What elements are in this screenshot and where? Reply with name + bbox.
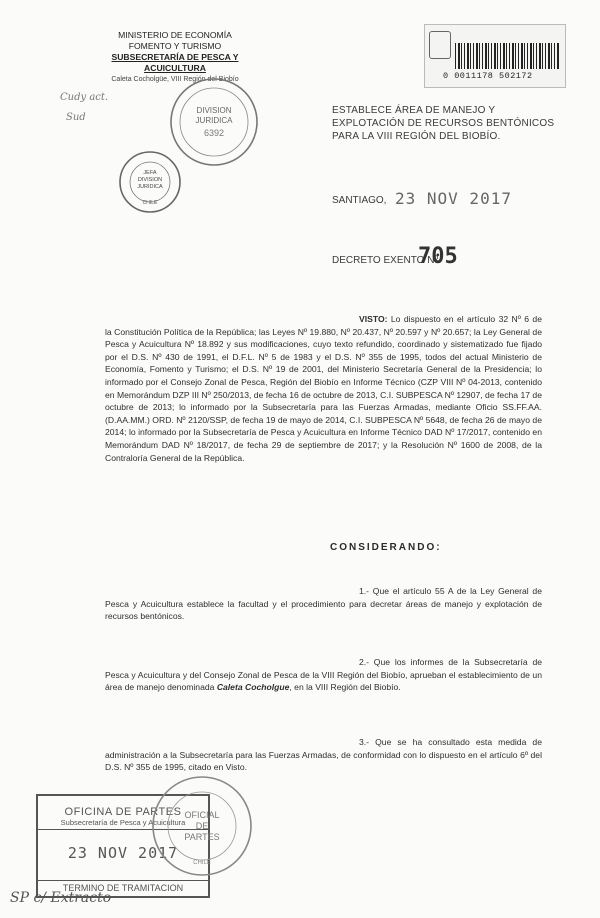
oficial-partes-label: OFICIAL DE PARTES bbox=[184, 810, 220, 842]
oficial-chile-label: CHILE bbox=[193, 860, 211, 866]
considerando-3 bbox=[105, 736, 542, 774]
ministry-line2: FOMENTO Y TURISMO bbox=[128, 41, 222, 51]
seal-chile-label: CHILE bbox=[142, 200, 158, 206]
barcode-box bbox=[424, 24, 566, 88]
document-title: ESTABLECE ÁREA DE MANEJO Y EXPLOTACIÓN DE RECURSOS BENTÓNICOS PARA LA VIII REGIÓN DEL BIOBÍO. bbox=[332, 105, 555, 142]
considerando-2-text-b: , en la VIII Región del Biobío. bbox=[289, 682, 401, 693]
handwritten-note-2: Sud bbox=[66, 112, 86, 123]
subsecretaria-name: SUBSECRETARÍA DE PESCA Y ACUICULTURA bbox=[111, 52, 239, 73]
chile-seal-icon bbox=[429, 31, 451, 59]
barcode-number: 0 0011178 502172 bbox=[443, 71, 533, 81]
oficial-partes-seal bbox=[150, 774, 254, 878]
caleta-name: Caleta Cocholgue bbox=[216, 682, 290, 693]
oficina-title: OFICINA DE PARTES bbox=[64, 806, 182, 818]
barcode-bars bbox=[455, 43, 559, 69]
visto-label: VISTO: bbox=[359, 314, 388, 324]
decreto-label: DECRETO EXENTO Nº bbox=[332, 255, 439, 266]
considerando-2-text-a: 2.- Que los informes de la Subsecretaría de Pesca y Acuicultura y del Consejo Zonal de Pesca de la VIII Región del Biobío, aprueban el establecimiento de un área de manejo denominada bbox=[105, 657, 542, 693]
header-location: Caleta Cocholgüe, VIII Región del Biobío bbox=[111, 76, 239, 83]
division-juridica-label: DIVISION JURIDICA bbox=[195, 106, 233, 125]
jefa-division-seal bbox=[118, 150, 182, 214]
visto-text: Lo dispuesto en el artículo 32 Nº 6 de la Constitución Política de la República; las Leyes Nº 19.880, Nº 20.437, Nº 20.597 y Nº 20.657; la Ley General de Pesca y Acuicultura Nº 18.892 y sus modificaciones, cuyo texto refundido, coordinado y sistematizado fue fijado por el D.S. Nº 430 de 1991, el D.F.L. Nº 5 de 1983 y el D.S. Nº 355 de 1995, todos del actual Ministerio de Economía, Fomento y Turismo; el D.S. Nº 19 de 2001, del Ministerio Secretaría General de la Presidencia; lo informado por el Consejo Zonal de Pesca, Región del Biobío en Informe Técnico (CZP VIII Nº 04-2013, contenido en Memorándum DZP III Nº 250/2013, de fecha 16 de octubre de 2013, C.I. SUBPESCA Nº 12907, de fecha 17 de octubre de 2013; lo informado por la Subsecretaría para las Fuerzas Armadas, mediante Oficio SS.FF.AA. (D.AA.MM.) ORD. Nº 2120/SSP, de fecha 19 de mayo de 2014, C.I. SUBPESCA Nº 5648, de fecha 26 de mayo de 2014; lo informado por la Subsecretaría de Pesca y Acuicultura en Informe Técnico DAD Nº 17/2017, contenido en Memorándum DAD Nº 18/2017, de fecha 29 de septiembre de 2017; y la Resolución Nº 1600 de 2008, de la Contraloría General de la República. bbox=[105, 314, 542, 463]
considerando-3-text: 3.- Que se ha consultado esta medida de administración a la Subsecretaría para las Fuerzas Armadas, de conformidad con lo dispuesto en el artículo 6º del D.S. Nº 355 de 1995, citado en Visto. bbox=[105, 737, 542, 773]
ministry-name: MINISTERIO DE ECONOMÍA bbox=[118, 30, 232, 40]
considerando-1-text: 1.- Que el artículo 55 A de la Ley General de Pesca y Acuicultura establece la facultad y el procedimiento para decretar áreas de manejo y explotación de recursos bentónicos. bbox=[105, 586, 542, 622]
handwritten-note: Cudy act. bbox=[60, 92, 109, 103]
considerando-1 bbox=[105, 585, 542, 623]
considerando-heading: CONSIDERANDO: bbox=[330, 542, 442, 553]
city-label: SANTIAGO, bbox=[332, 195, 387, 206]
oficina-footer: TERMINO DE TRAMITACION bbox=[38, 880, 208, 893]
oficina-date: 23 NOV 2017 bbox=[67, 844, 179, 862]
handwritten-bottom-note: SP c/ Extracto bbox=[10, 890, 112, 906]
oficina-subtitle: Subsecretaría de Pesca y Acuicultura bbox=[38, 818, 208, 830]
visto-paragraph bbox=[105, 313, 542, 464]
considerando-2 bbox=[105, 656, 542, 694]
date-stamp: 23 NOV 2017 bbox=[395, 189, 512, 208]
division-number: 6392 bbox=[203, 128, 225, 138]
decreto-number: 705 bbox=[418, 244, 458, 269]
jefa-label: JEFA DIVISION JURIDICA bbox=[137, 170, 163, 190]
